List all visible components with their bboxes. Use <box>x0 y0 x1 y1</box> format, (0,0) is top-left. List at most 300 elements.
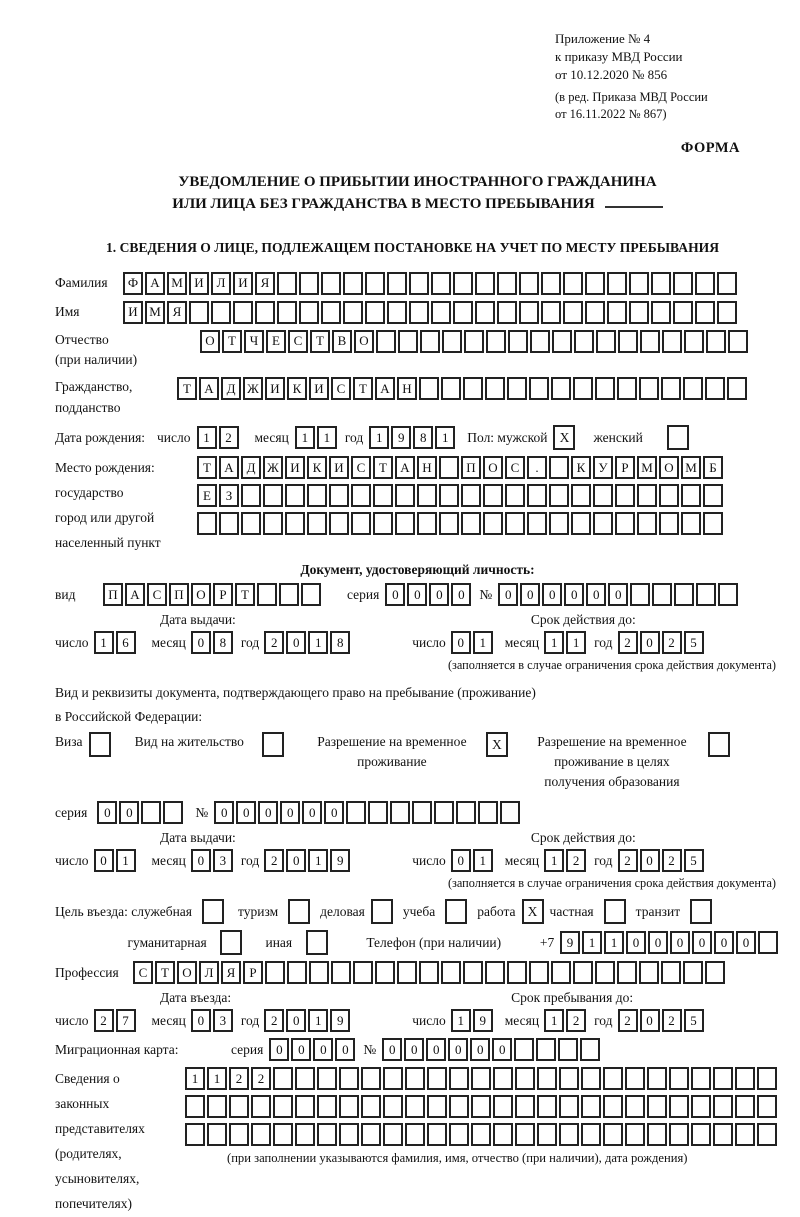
char-box[interactable] <box>456 801 476 824</box>
char-box[interactable]: 2 <box>662 849 682 872</box>
char-box[interactable] <box>706 330 726 353</box>
char-box[interactable] <box>471 1067 491 1090</box>
char-box[interactable] <box>651 272 671 295</box>
char-box[interactable] <box>717 272 737 295</box>
char-box[interactable] <box>537 1123 557 1146</box>
char-box[interactable] <box>478 801 498 824</box>
char-box[interactable]: 0 <box>382 1038 402 1061</box>
char-box[interactable] <box>593 484 613 507</box>
char-box[interactable]: 1 <box>197 426 217 449</box>
char-box[interactable] <box>185 1095 205 1118</box>
char-box[interactable]: 0 <box>648 931 668 954</box>
char-box[interactable] <box>483 512 503 535</box>
char-box[interactable] <box>537 1067 557 1090</box>
char-box[interactable] <box>603 1095 623 1118</box>
char-box[interactable] <box>412 801 432 824</box>
char-box[interactable] <box>395 512 415 535</box>
char-box[interactable] <box>307 484 327 507</box>
char-box[interactable] <box>514 1038 534 1061</box>
char-box[interactable]: 8 <box>330 631 350 654</box>
char-box[interactable] <box>351 484 371 507</box>
char-box[interactable] <box>703 484 723 507</box>
char-box[interactable]: 0 <box>324 801 344 824</box>
char-box[interactable] <box>301 583 321 606</box>
char-box[interactable]: 0 <box>542 583 562 606</box>
char-box[interactable]: 1 <box>435 426 455 449</box>
char-box[interactable]: И <box>329 456 349 479</box>
char-box[interactable] <box>728 330 748 353</box>
char-box[interactable] <box>530 330 550 353</box>
char-box[interactable] <box>515 1123 535 1146</box>
char-box[interactable] <box>419 377 439 400</box>
char-box[interactable]: 0 <box>286 1009 306 1032</box>
char-box[interactable] <box>211 301 231 324</box>
char-box[interactable] <box>299 301 319 324</box>
char-box[interactable] <box>420 330 440 353</box>
char-box[interactable]: Я <box>221 961 241 984</box>
char-box[interactable] <box>317 1123 337 1146</box>
char-box[interactable] <box>640 330 660 353</box>
char-box[interactable]: 8 <box>213 631 233 654</box>
char-box[interactable]: Б <box>703 456 723 479</box>
char-box[interactable] <box>299 272 319 295</box>
char-box[interactable] <box>580 1038 600 1061</box>
char-box[interactable] <box>595 377 615 400</box>
char-box[interactable] <box>625 1095 645 1118</box>
char-box[interactable]: М <box>167 272 187 295</box>
char-box[interactable] <box>405 1095 425 1118</box>
birth-place-row3-input[interactable] <box>197 512 725 535</box>
char-box[interactable]: Л <box>199 961 219 984</box>
char-box[interactable] <box>581 1067 601 1090</box>
char-box[interactable] <box>409 301 429 324</box>
sex-female-checkbox[interactable] <box>667 425 689 450</box>
char-box[interactable] <box>651 301 671 324</box>
char-box[interactable] <box>295 1123 315 1146</box>
char-box[interactable]: 9 <box>330 849 350 872</box>
char-box[interactable]: 7 <box>116 1009 136 1032</box>
char-box[interactable] <box>497 272 517 295</box>
char-box[interactable] <box>427 1123 447 1146</box>
char-box[interactable]: Р <box>615 456 635 479</box>
char-box[interactable]: П <box>103 583 123 606</box>
char-box[interactable] <box>559 1067 579 1090</box>
char-box[interactable]: О <box>191 583 211 606</box>
entry-year-input[interactable] <box>264 1009 352 1032</box>
char-box[interactable] <box>673 272 693 295</box>
issue-month-input[interactable] <box>191 631 235 654</box>
char-box[interactable]: 5 <box>684 849 704 872</box>
char-box[interactable] <box>527 484 547 507</box>
char-box[interactable] <box>669 1067 689 1090</box>
char-box[interactable]: 0 <box>404 1038 424 1061</box>
char-box[interactable] <box>285 484 305 507</box>
char-box[interactable] <box>647 1067 667 1090</box>
char-box[interactable] <box>529 961 549 984</box>
purpose-transit-checkbox[interactable] <box>690 899 712 924</box>
char-box[interactable]: Н <box>397 377 417 400</box>
char-box[interactable]: 2 <box>219 426 239 449</box>
char-box[interactable]: 2 <box>264 631 284 654</box>
char-box[interactable] <box>559 1095 579 1118</box>
char-box[interactable] <box>427 1095 447 1118</box>
char-box[interactable]: 2 <box>229 1067 249 1090</box>
char-box[interactable] <box>405 1123 425 1146</box>
char-box[interactable] <box>295 1095 315 1118</box>
char-box[interactable] <box>241 512 261 535</box>
char-box[interactable] <box>321 272 341 295</box>
char-box[interactable]: 2 <box>662 631 682 654</box>
char-box[interactable] <box>695 272 715 295</box>
char-box[interactable] <box>439 484 459 507</box>
char-box[interactable] <box>397 961 417 984</box>
char-box[interactable]: 0 <box>448 1038 468 1061</box>
stay-until-day-input[interactable] <box>451 1009 495 1032</box>
char-box[interactable] <box>637 484 657 507</box>
char-box[interactable]: Я <box>255 272 275 295</box>
char-box[interactable] <box>471 1123 491 1146</box>
char-box[interactable]: А <box>395 456 415 479</box>
char-box[interactable]: А <box>219 456 239 479</box>
char-box[interactable] <box>500 801 520 824</box>
char-box[interactable] <box>287 961 307 984</box>
stay-expiry-month-input[interactable] <box>544 849 588 872</box>
char-box[interactable] <box>505 512 525 535</box>
char-box[interactable] <box>439 456 459 479</box>
char-box[interactable] <box>695 301 715 324</box>
char-box[interactable] <box>691 1095 711 1118</box>
char-box[interactable]: 2 <box>566 1009 586 1032</box>
char-box[interactable]: Д <box>221 377 241 400</box>
char-box[interactable] <box>434 801 454 824</box>
char-box[interactable]: И <box>123 301 143 324</box>
issue-day-input[interactable] <box>94 631 138 654</box>
char-box[interactable]: 5 <box>684 631 704 654</box>
char-box[interactable] <box>339 1067 359 1090</box>
char-box[interactable] <box>461 512 481 535</box>
char-box[interactable] <box>343 301 363 324</box>
char-box[interactable] <box>197 512 217 535</box>
profession-input[interactable] <box>133 961 727 984</box>
char-box[interactable] <box>552 330 572 353</box>
char-box[interactable] <box>696 583 716 606</box>
char-box[interactable] <box>273 1067 293 1090</box>
char-box[interactable]: И <box>189 272 209 295</box>
char-box[interactable] <box>383 1067 403 1090</box>
char-box[interactable] <box>558 1038 578 1061</box>
char-box[interactable] <box>757 1067 777 1090</box>
char-box[interactable]: 0 <box>520 583 540 606</box>
char-box[interactable]: А <box>199 377 219 400</box>
stay-issue-month-input[interactable] <box>191 849 235 872</box>
char-box[interactable]: 1 <box>473 849 493 872</box>
char-box[interactable] <box>573 961 593 984</box>
char-box[interactable]: О <box>483 456 503 479</box>
char-box[interactable]: 1 <box>582 931 602 954</box>
char-box[interactable] <box>574 330 594 353</box>
char-box[interactable] <box>405 1067 425 1090</box>
residence-permit-checkbox[interactable] <box>262 732 284 757</box>
char-box[interactable]: 1 <box>604 931 624 954</box>
char-box[interactable] <box>629 272 649 295</box>
char-box[interactable]: А <box>145 272 165 295</box>
char-box[interactable] <box>669 1095 689 1118</box>
char-box[interactable] <box>652 583 672 606</box>
char-box[interactable]: 0 <box>119 801 139 824</box>
temp-residence-checkbox[interactable]: X <box>486 732 508 757</box>
char-box[interactable] <box>483 484 503 507</box>
char-box[interactable]: 9 <box>560 931 580 954</box>
char-box[interactable] <box>163 801 183 824</box>
char-box[interactable]: Е <box>197 484 217 507</box>
char-box[interactable]: А <box>375 377 395 400</box>
char-box[interactable] <box>595 961 615 984</box>
birth-day-input[interactable] <box>197 426 241 449</box>
char-box[interactable]: 1 <box>369 426 389 449</box>
char-box[interactable] <box>295 1067 315 1090</box>
char-box[interactable] <box>273 1095 293 1118</box>
char-box[interactable] <box>629 301 649 324</box>
stay-number-input[interactable] <box>214 801 522 824</box>
char-box[interactable]: 9 <box>473 1009 493 1032</box>
char-box[interactable] <box>309 961 329 984</box>
char-box[interactable] <box>536 1038 556 1061</box>
char-box[interactable] <box>593 512 613 535</box>
char-box[interactable] <box>307 512 327 535</box>
char-box[interactable]: 0 <box>692 931 712 954</box>
char-box[interactable] <box>585 272 605 295</box>
purpose-private-checkbox[interactable] <box>604 899 626 924</box>
char-box[interactable]: 2 <box>264 1009 284 1032</box>
char-box[interactable]: 0 <box>236 801 256 824</box>
char-box[interactable]: Ж <box>243 377 263 400</box>
purpose-study-checkbox[interactable] <box>445 899 467 924</box>
char-box[interactable] <box>229 1123 249 1146</box>
char-box[interactable] <box>639 377 659 400</box>
char-box[interactable] <box>251 1123 271 1146</box>
char-box[interactable]: 0 <box>269 1038 289 1061</box>
char-box[interactable]: 2 <box>566 849 586 872</box>
char-box[interactable] <box>681 512 701 535</box>
char-box[interactable]: Т <box>373 456 393 479</box>
doc-series-input[interactable] <box>385 583 473 606</box>
char-box[interactable] <box>368 801 388 824</box>
char-box[interactable] <box>549 484 569 507</box>
char-box[interactable]: Л <box>211 272 231 295</box>
char-box[interactable] <box>409 272 429 295</box>
char-box[interactable] <box>625 1123 645 1146</box>
char-box[interactable] <box>339 1123 359 1146</box>
char-box[interactable]: 1 <box>317 426 337 449</box>
char-box[interactable]: 9 <box>391 426 411 449</box>
char-box[interactable] <box>185 1123 205 1146</box>
char-box[interactable]: 0 <box>191 849 211 872</box>
char-box[interactable]: 0 <box>736 931 756 954</box>
char-box[interactable]: С <box>331 377 351 400</box>
char-box[interactable]: В <box>332 330 352 353</box>
stay-expiry-year-input[interactable] <box>618 849 706 872</box>
char-box[interactable] <box>618 330 638 353</box>
char-box[interactable]: 0 <box>191 1009 211 1032</box>
char-box[interactable] <box>431 301 451 324</box>
char-box[interactable]: 0 <box>426 1038 446 1061</box>
char-box[interactable] <box>373 484 393 507</box>
char-box[interactable] <box>321 301 341 324</box>
char-box[interactable] <box>463 961 483 984</box>
patronymic-input[interactable] <box>200 330 750 353</box>
char-box[interactable] <box>541 301 561 324</box>
char-box[interactable] <box>691 1123 711 1146</box>
char-box[interactable] <box>419 961 439 984</box>
char-box[interactable] <box>251 1095 271 1118</box>
char-box[interactable] <box>625 1067 645 1090</box>
char-box[interactable]: Т <box>222 330 242 353</box>
visa-checkbox[interactable] <box>89 732 111 757</box>
phone-input[interactable] <box>560 931 780 954</box>
char-box[interactable]: Т <box>197 456 217 479</box>
char-box[interactable] <box>551 961 571 984</box>
char-box[interactable] <box>529 377 549 400</box>
char-box[interactable] <box>375 961 395 984</box>
char-box[interactable] <box>703 512 723 535</box>
char-box[interactable]: 5 <box>684 1009 704 1032</box>
entry-day-input[interactable] <box>94 1009 138 1032</box>
char-box[interactable]: 1 <box>544 1009 564 1032</box>
char-box[interactable] <box>257 583 277 606</box>
char-box[interactable]: И <box>285 456 305 479</box>
char-box[interactable] <box>617 961 637 984</box>
char-box[interactable]: 0 <box>451 849 471 872</box>
expiry-month-input[interactable] <box>544 631 588 654</box>
char-box[interactable] <box>596 330 616 353</box>
birth-place-row1-input[interactable] <box>197 456 725 479</box>
purpose-other-checkbox[interactable] <box>306 930 328 955</box>
purpose-official-checkbox[interactable] <box>202 899 224 924</box>
char-box[interactable]: 8 <box>413 426 433 449</box>
char-box[interactable]: 0 <box>335 1038 355 1061</box>
char-box[interactable]: 1 <box>295 426 315 449</box>
char-box[interactable] <box>661 377 681 400</box>
char-box[interactable] <box>713 1123 733 1146</box>
char-box[interactable]: 2 <box>618 849 638 872</box>
char-box[interactable]: П <box>461 456 481 479</box>
char-box[interactable] <box>361 1123 381 1146</box>
char-box[interactable] <box>659 512 679 535</box>
char-box[interactable]: 0 <box>451 583 471 606</box>
char-box[interactable] <box>263 484 283 507</box>
char-box[interactable] <box>441 961 461 984</box>
char-box[interactable] <box>735 1067 755 1090</box>
char-box[interactable]: 1 <box>566 631 586 654</box>
char-box[interactable]: Я <box>167 301 187 324</box>
char-box[interactable] <box>317 1095 337 1118</box>
char-box[interactable]: 0 <box>608 583 628 606</box>
char-box[interactable]: Н <box>417 456 437 479</box>
char-box[interactable]: 0 <box>429 583 449 606</box>
char-box[interactable] <box>615 512 635 535</box>
char-box[interactable]: К <box>307 456 327 479</box>
char-box[interactable] <box>241 484 261 507</box>
char-box[interactable] <box>508 330 528 353</box>
char-box[interactable] <box>273 1123 293 1146</box>
char-box[interactable]: 0 <box>640 1009 660 1032</box>
char-box[interactable] <box>439 512 459 535</box>
char-box[interactable] <box>515 1095 535 1118</box>
char-box[interactable]: 1 <box>473 631 493 654</box>
char-box[interactable] <box>661 961 681 984</box>
char-box[interactable]: 1 <box>308 1009 328 1032</box>
char-box[interactable]: 0 <box>564 583 584 606</box>
char-box[interactable] <box>346 801 366 824</box>
char-box[interactable] <box>637 512 657 535</box>
char-box[interactable] <box>398 330 418 353</box>
birth-month-input[interactable] <box>295 426 339 449</box>
char-box[interactable] <box>351 512 371 535</box>
expiry-day-input[interactable] <box>451 631 495 654</box>
char-box[interactable] <box>673 301 693 324</box>
char-box[interactable] <box>285 512 305 535</box>
char-box[interactable] <box>717 301 737 324</box>
representatives-row1-input[interactable] <box>185 1067 779 1090</box>
char-box[interactable]: 3 <box>213 1009 233 1032</box>
char-box[interactable] <box>527 512 547 535</box>
char-box[interactable]: О <box>354 330 374 353</box>
char-box[interactable] <box>537 1095 557 1118</box>
char-box[interactable] <box>735 1123 755 1146</box>
char-box[interactable]: 2 <box>94 1009 114 1032</box>
purpose-tourism-checkbox[interactable] <box>288 899 310 924</box>
temp-residence-edu-checkbox[interactable] <box>708 732 730 757</box>
purpose-humanitarian-checkbox[interactable] <box>220 930 242 955</box>
char-box[interactable] <box>758 931 778 954</box>
char-box[interactable] <box>442 330 462 353</box>
char-box[interactable]: 1 <box>544 849 564 872</box>
char-box[interactable] <box>387 301 407 324</box>
char-box[interactable]: 0 <box>291 1038 311 1061</box>
char-box[interactable]: Ж <box>263 456 283 479</box>
char-box[interactable] <box>365 301 385 324</box>
char-box[interactable] <box>279 583 299 606</box>
char-box[interactable] <box>417 484 437 507</box>
char-box[interactable] <box>551 377 571 400</box>
char-box[interactable] <box>461 484 481 507</box>
char-box[interactable] <box>475 301 495 324</box>
char-box[interactable] <box>263 512 283 535</box>
char-box[interactable]: 0 <box>714 931 734 954</box>
char-box[interactable]: Ф <box>123 272 143 295</box>
char-box[interactable]: . <box>527 456 547 479</box>
char-box[interactable]: 0 <box>302 801 322 824</box>
char-box[interactable] <box>475 272 495 295</box>
char-box[interactable]: 2 <box>264 849 284 872</box>
char-box[interactable] <box>387 272 407 295</box>
char-box[interactable] <box>497 301 517 324</box>
char-box[interactable] <box>735 1095 755 1118</box>
char-box[interactable] <box>395 484 415 507</box>
char-box[interactable]: 0 <box>626 931 646 954</box>
purpose-work-checkbox[interactable]: X <box>522 899 544 924</box>
char-box[interactable]: 0 <box>191 631 211 654</box>
char-box[interactable]: 0 <box>385 583 405 606</box>
char-box[interactable]: 0 <box>94 849 114 872</box>
sex-male-checkbox[interactable]: X <box>553 425 575 450</box>
migration-series-input[interactable] <box>269 1038 357 1061</box>
char-box[interactable] <box>383 1095 403 1118</box>
char-box[interactable] <box>659 484 679 507</box>
char-box[interactable] <box>549 512 569 535</box>
char-box[interactable] <box>507 377 527 400</box>
char-box[interactable] <box>607 301 627 324</box>
